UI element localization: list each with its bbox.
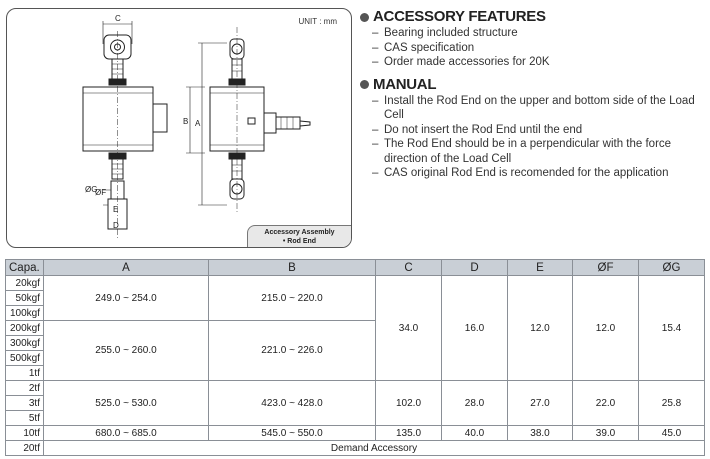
c-cell: 102.0 [376, 381, 442, 426]
f-cell: 12.0 [573, 276, 639, 381]
manual-title: MANUAL [373, 75, 437, 93]
g-cell: 45.0 [639, 426, 705, 441]
capa-cell: 50kgf [6, 291, 44, 306]
header-c: C [376, 260, 442, 276]
unit-label: UNIT : mm [298, 17, 337, 26]
header-e: E [508, 260, 573, 276]
d-cell: 40.0 [442, 426, 508, 441]
list-item: – The Rod End should be in a perpendicular with the force direction of the Load Cell [372, 137, 705, 166]
e-cell: 27.0 [508, 381, 573, 426]
list-item: – CAS specification [372, 41, 705, 56]
header-a: A [44, 260, 209, 276]
capa-cell: 500kgf [6, 351, 44, 366]
accessory-assembly-caption [247, 225, 351, 247]
heading-bullet-icon [360, 80, 369, 89]
caption-line-2: • Rod End [282, 238, 317, 245]
f-cell: 39.0 [573, 426, 639, 441]
dim-c-label: C [115, 14, 121, 23]
table-row [6, 441, 705, 456]
features-panel [360, 8, 705, 181]
header-f: ØF [573, 260, 639, 276]
d-cell: 28.0 [442, 381, 508, 426]
e-cell: 12.0 [508, 276, 573, 381]
accessory-features-heading [360, 8, 705, 26]
a-cell: 249.0 ~ 254.0 [44, 276, 209, 321]
spec-table [5, 259, 705, 456]
load-cell-drawing [7, 9, 353, 249]
capa-cell: 10tf [6, 426, 44, 441]
b-cell: 215.0 ~ 220.0 [209, 276, 376, 321]
table-row [6, 426, 705, 441]
b-cell: 221.0 ~ 226.0 [209, 321, 376, 381]
dim-b-label: B [183, 117, 189, 126]
capa-cell: 1tf [6, 366, 44, 381]
dim-e-label: E [113, 205, 119, 214]
capa-cell: 300kgf [6, 336, 44, 351]
e-cell: 38.0 [508, 426, 573, 441]
b-cell: 545.0 ~ 550.0 [209, 426, 376, 441]
c-cell: 34.0 [376, 276, 442, 381]
header-capa: Capa. [6, 260, 44, 276]
accessory-features-list [360, 26, 705, 70]
list-item: – Order made accessories for 20K [372, 55, 705, 70]
caption-line-1: Accessory Assembly [264, 229, 335, 236]
manual-list [360, 94, 705, 181]
b-cell: 423.0 ~ 428.0 [209, 381, 376, 426]
capa-cell: 2tf [6, 381, 44, 396]
header-b: B [209, 260, 376, 276]
a-cell: 680.0 ~ 685.0 [44, 426, 209, 441]
dim-g-label: ØG [85, 185, 98, 194]
g-cell: 25.8 [639, 381, 705, 426]
heading-bullet-icon [360, 13, 369, 22]
d-cell: 16.0 [442, 276, 508, 381]
dim-d-label: D [113, 221, 119, 230]
f-cell: 22.0 [573, 381, 639, 426]
table-row [6, 276, 705, 291]
header-d: D [442, 260, 508, 276]
a-cell: 255.0 ~ 260.0 [44, 321, 209, 381]
capa-cell: 3tf [6, 396, 44, 411]
header-g: ØG [639, 260, 705, 276]
list-item: – Bearing included structure [372, 26, 705, 41]
capa-cell: 20kgf [6, 276, 44, 291]
capa-cell: 100kgf [6, 306, 44, 321]
list-item: – CAS original Rod End is recomended for the application [372, 166, 705, 181]
dim-a-label: A [195, 119, 201, 128]
table-row [6, 381, 705, 396]
table-header-row [6, 260, 705, 276]
accessory-features-title: ACCESSORY FEATURES [373, 8, 546, 25]
demand-accessory-cell: Demand Accessory [44, 441, 705, 456]
list-item: – Install the Rod End on the upper and bottom side of the Load Cell [372, 94, 705, 123]
list-item: – Do not insert the Rod End until the end [372, 123, 705, 138]
drawing-panel [6, 8, 352, 248]
dim-f-label: ØF [95, 188, 107, 197]
g-cell: 15.4 [639, 276, 705, 381]
manual-heading [360, 76, 705, 94]
capa-cell: 200kgf [6, 321, 44, 336]
c-cell: 135.0 [376, 426, 442, 441]
a-cell: 525.0 ~ 530.0 [44, 381, 209, 426]
capa-cell: 5tf [6, 411, 44, 426]
capa-cell: 20tf [6, 441, 44, 456]
